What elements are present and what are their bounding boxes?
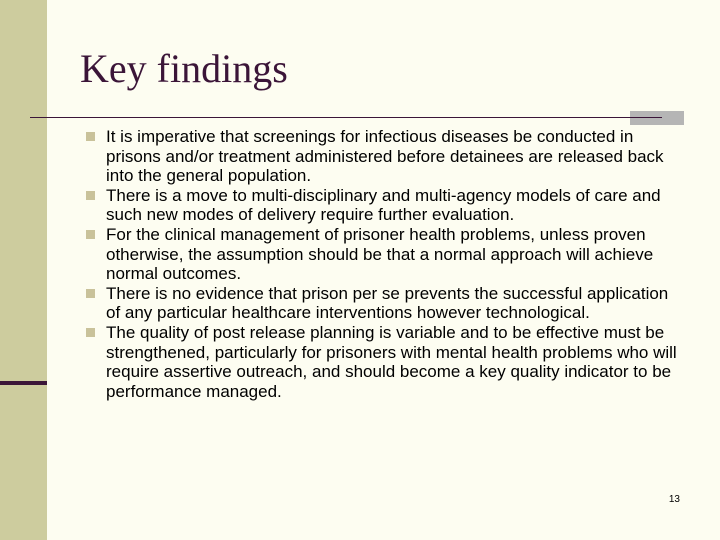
list-item — [86, 225, 686, 284]
square-bullet-icon — [86, 289, 95, 298]
list-item-text: It is imperative that screenings for infectious diseases be conducted in prisons and/or treatment administered before detainees are released back into the general population. — [106, 127, 664, 186]
list-item-text: For the clinical management of prisoner health problems, unless proven otherwise, the assumption should be that a normal approach will achieve normal outcomes. — [106, 224, 654, 284]
square-bullet-icon — [86, 191, 95, 200]
list-item-text: There is a move to multi-disciplinary and multi-agency models of care and such new modes of delivery require further evaluation. — [106, 185, 661, 225]
slide-title: Key findings — [80, 46, 288, 91]
page-number: 13 — [668, 494, 680, 505]
list-item — [86, 284, 686, 323]
left-side-bar — [0, 0, 47, 540]
square-bullet-icon — [86, 132, 95, 141]
title-rule-shadow — [630, 111, 684, 125]
title-rule — [30, 117, 662, 118]
list-item — [86, 323, 686, 401]
side-bar-accent-line — [0, 381, 47, 385]
list-item — [86, 127, 686, 186]
list-item-text: There is no evidence that prison per se prevents the successful application of any particular healthcare interventions however technological. — [106, 283, 669, 323]
key-findings-list — [86, 127, 686, 401]
square-bullet-icon — [86, 328, 95, 337]
list-item-text: The quality of post release planning is variable and to be effective must be strengthened, particularly for prisoners with mental health problems who will require assertive outreach, and should become a key quality indicator to be performance managed. — [106, 322, 677, 401]
list-item — [86, 186, 686, 225]
square-bullet-icon — [86, 230, 95, 239]
